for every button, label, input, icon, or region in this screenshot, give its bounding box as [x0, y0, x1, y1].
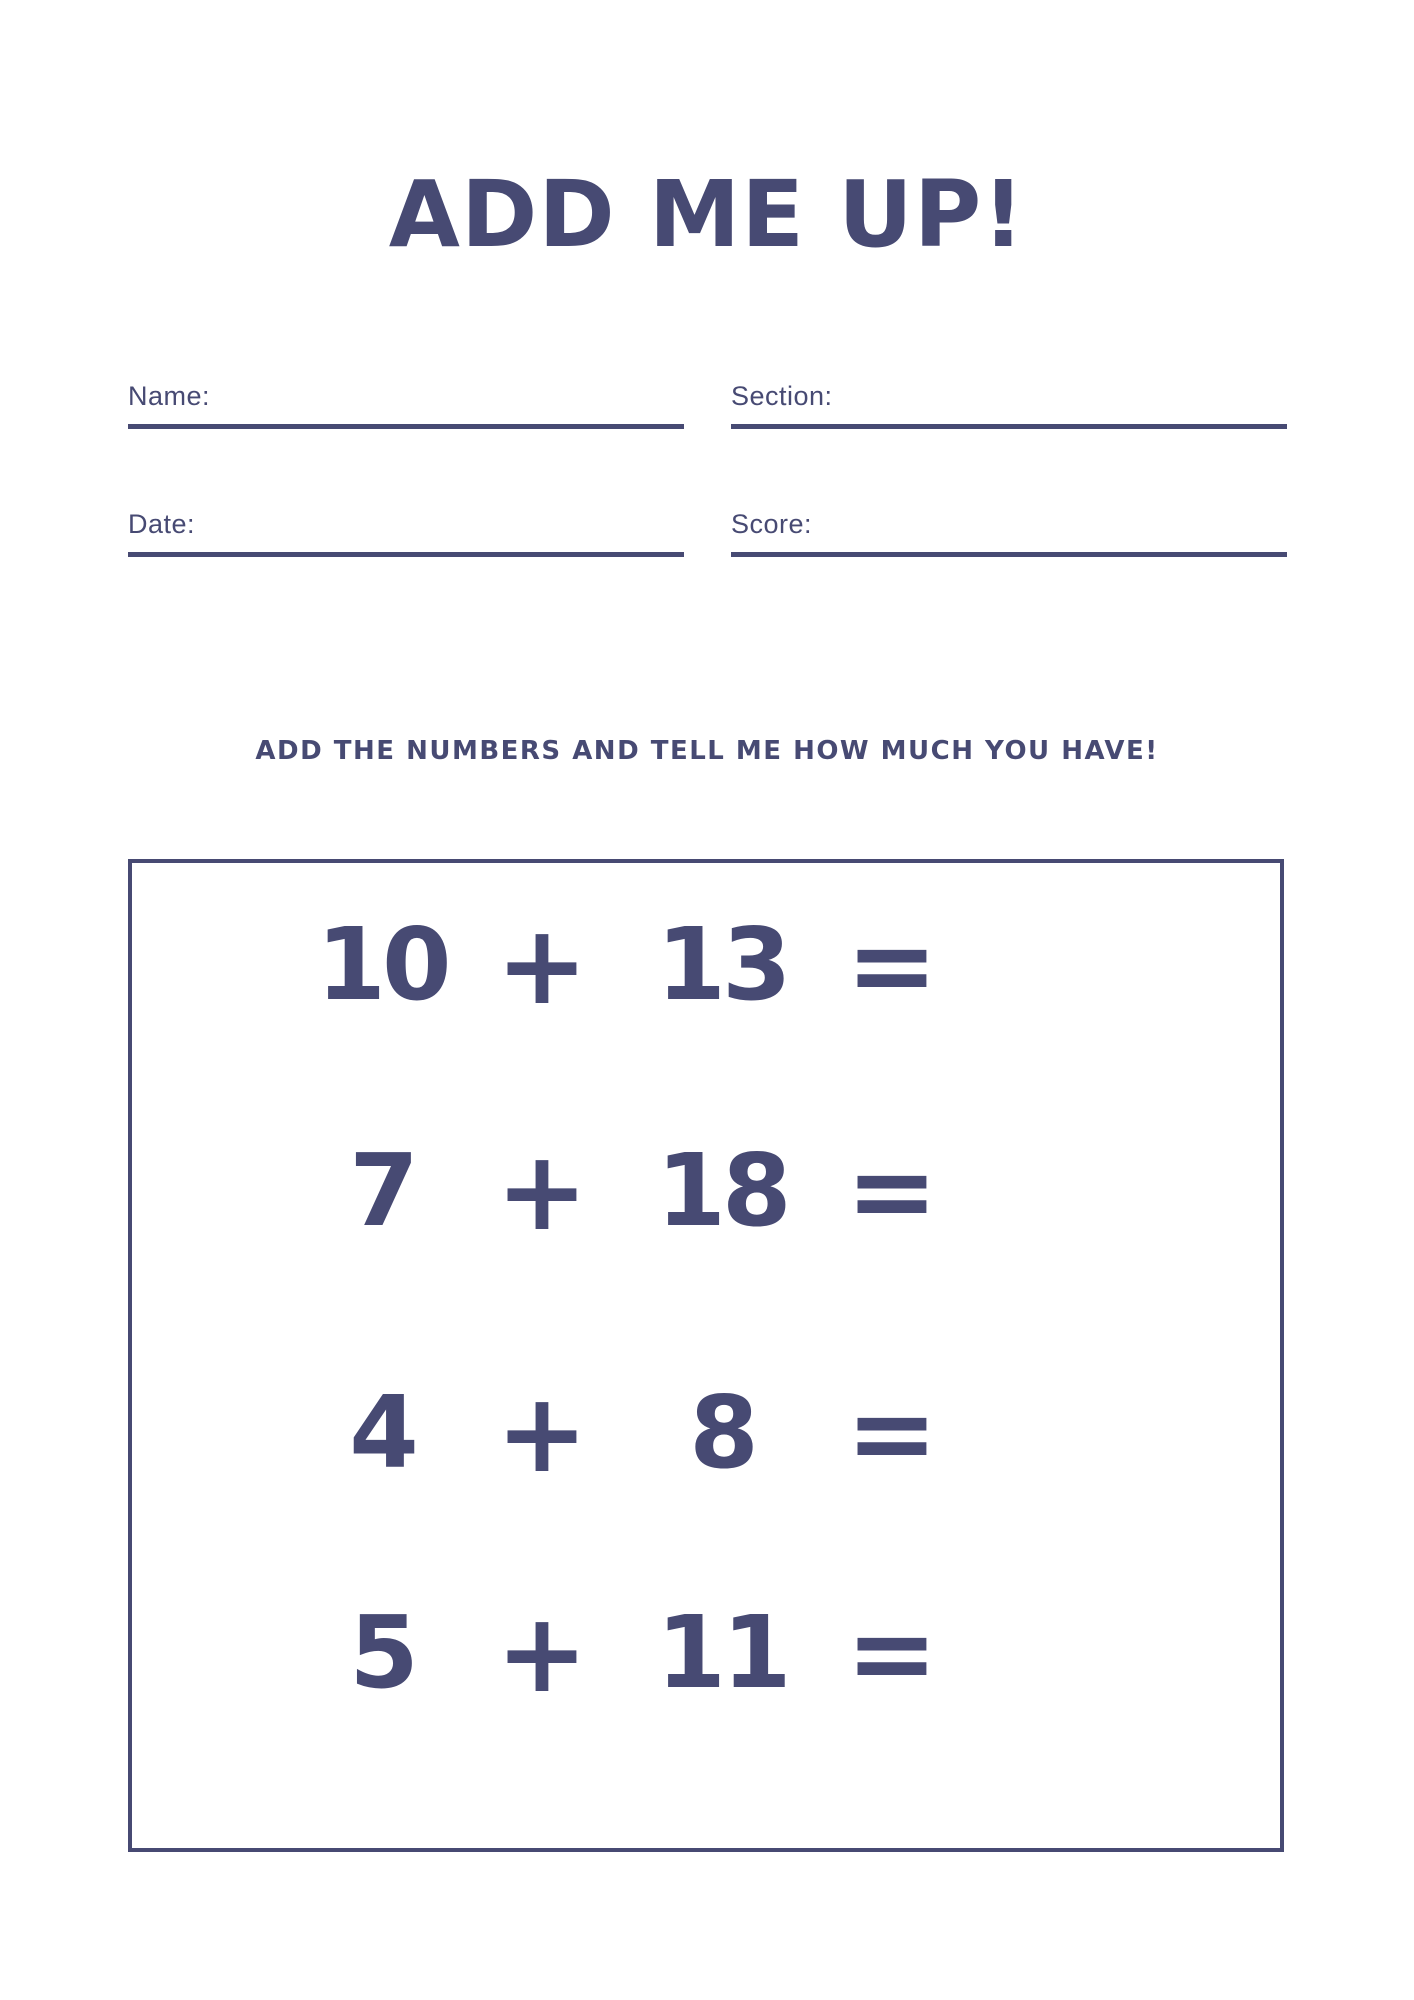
score-field[interactable] — [731, 492, 1287, 557]
equals-sign: = — [845, 1589, 939, 1717]
section-label: Section: — [731, 381, 833, 411]
name-label: Name: — [128, 381, 211, 411]
section-field[interactable] — [731, 364, 1287, 429]
addend-2: 8 — [689, 1374, 755, 1491]
addend-2: 13 — [656, 906, 788, 1023]
problem-row-1 — [132, 900, 1280, 1030]
plus-sign: + — [495, 1589, 589, 1717]
date-field[interactable] — [128, 492, 684, 557]
problem-row-2 — [132, 1126, 1280, 1256]
worksheet-title: ADD ME UP! — [388, 161, 1026, 268]
problem-row-3 — [132, 1368, 1280, 1498]
name-field[interactable] — [128, 364, 684, 429]
problem-box — [128, 859, 1284, 1852]
instructions: ADD THE NUMBERS AND TELL ME HOW MUCH YOU HAVE! — [255, 736, 1159, 766]
problem-row-4 — [132, 1588, 1280, 1718]
equals-sign: = — [845, 1127, 939, 1255]
date-label: Date: — [128, 509, 196, 539]
equals-sign: = — [845, 901, 939, 1029]
plus-sign: + — [495, 1369, 589, 1497]
addend-1: 4 — [349, 1374, 415, 1491]
addend-1: 5 — [349, 1594, 415, 1711]
addend-1: 7 — [349, 1132, 415, 1249]
plus-sign: + — [495, 901, 589, 1029]
equals-sign: = — [845, 1369, 939, 1497]
addend-1: 10 — [316, 906, 448, 1023]
plus-sign: + — [495, 1127, 589, 1255]
addend-2: 18 — [656, 1132, 788, 1249]
score-label: Score: — [731, 509, 813, 539]
addend-2: 11 — [656, 1594, 788, 1711]
